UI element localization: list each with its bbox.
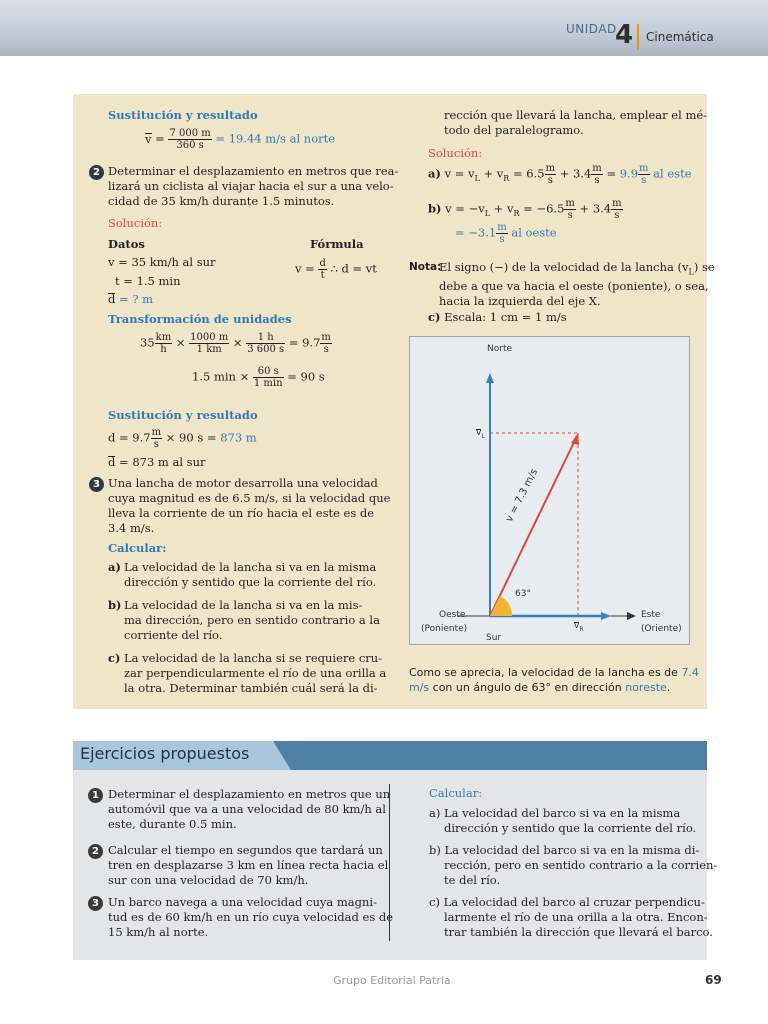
solution-b-result: = −3.1 $\frac{m}{s}$ al oeste	[455, 222, 557, 245]
exercise-number-2: 2	[89, 165, 104, 180]
label-vl: $v_L$	[476, 428, 485, 440]
datos-label: Datos	[108, 237, 145, 251]
unit-label: UNIDAD	[566, 22, 617, 36]
vr-arrowhead	[601, 612, 611, 620]
vector-diagram-svg	[410, 337, 691, 646]
resultant-vector	[490, 436, 577, 616]
proposed-ex2-text: Calcular el tiempo en segundos que tardará un tren en desplazarse 3 km en línea recta hacia el sur con una velocidad de 70 km/h.	[108, 843, 389, 887]
unit-number: 4	[615, 20, 634, 50]
proposed-calcular: Calcular:	[429, 786, 483, 800]
item-c-text: La velocidad de la lancha si se requiere cru- zar perpendicularmente el río de una orilla a la otra. Determinar también cuál será la di-	[124, 651, 387, 695]
formula-eq: v = $\frac{d}{t}$ ∴ d = vt	[295, 258, 377, 281]
solucion-label: Solución:	[108, 216, 163, 230]
solution-b-eq: b) $v = -v_L + v_R = -6.5$ $\frac{m}{s}$ + 3.4 $\frac{m}{s}$	[428, 198, 622, 221]
label-resultant: v = 7.3 m/s	[504, 467, 541, 524]
proposed-ex3-text: Un barco navega a una velocidad cuya magni- tud es de 60 km/h en un río cuya velocidad es de 15 km/h al norte.	[108, 895, 394, 939]
ex3-text: Una lancha de motor desarrolla una velocidad cuya magnitud es de 6.5 m/s, si la velocidad que lleva la corriente de un río hacia el este es de 3.4 m/s.	[108, 476, 391, 535]
resultant-arrowhead	[571, 433, 579, 445]
proposed-item-a: a) La velocidad del barco si va en la misma dirección y sentido que la corriente del río.	[429, 806, 697, 835]
solution-a-eq: a) $v = v_L + v_R = 6.5$ $\frac{m}{s}$ + 3.4 $\frac{m}{s}$ = 9.9 $\frac{m}{s}$ al este	[428, 163, 692, 186]
north-arrowhead	[486, 373, 494, 383]
transf-title: Transformación de unidades	[108, 312, 292, 326]
dato-velocidad: v = 35 km/h al sur	[108, 255, 216, 269]
label-angle: 63°	[515, 589, 531, 599]
label-vr: $v_R$	[574, 621, 584, 633]
chapter-title: Cinemática	[646, 30, 714, 44]
dato-tiempo: t = 1.5 min	[115, 274, 181, 288]
item-b-text: La velocidad de la lancha si va en la mis- ma dirección, pero en sentido contrario a la corriente del río.	[124, 598, 380, 642]
label-east: Este	[641, 610, 661, 620]
label-south: Sur	[486, 633, 502, 643]
proposed-number-2: 2	[88, 844, 103, 859]
nota-label: Nota:	[409, 261, 442, 273]
label-west: Oeste	[439, 610, 466, 620]
item-b-label: b)	[108, 598, 122, 612]
proposed-item-b: b) La velocidad del barco si va en la misma di- rección, pero en sentido contrario a la corrien- te del río.	[429, 843, 718, 887]
item-a-label: a)	[108, 560, 121, 574]
transf-eq1: 35 $\frac{km}{h}$ × $\frac{1000 m}{1 km}$ × $\frac{1 h}{3 600 s}$ = 9.7 $\frac{m}{s}$	[140, 332, 331, 355]
sust2-result: d = 873 m al sur	[108, 455, 206, 469]
vector-diagram	[409, 336, 690, 645]
nota-text: El signo (−) de la velocidad de la lancha $(v_L)$ se debe a que va hacia el oeste (poniente), o sea, hacia la izquierda del eje X.	[439, 260, 715, 309]
sust2-eq: d = 9.7 $\frac{m}{s}$ × 90 s = 873 m	[108, 427, 257, 450]
label-west-sub: (Poniente)	[421, 624, 468, 634]
proposed-ex1-text: Determinar el desplazamiento en metros que un automóvil que va a una velocidad de 80 km/h al este, durante 0.5 min.	[108, 787, 391, 831]
page-number: 69	[705, 973, 722, 987]
header-bar	[0, 0, 768, 56]
proposed-number-3: 3	[88, 896, 103, 911]
item-c-label: c)	[108, 651, 121, 665]
exercise-number-3: 3	[89, 477, 104, 492]
continuation-text: rección que llevará la lancha, emplear el mé- todo del paralelogramo.	[444, 108, 708, 137]
angle-arc	[490, 596, 512, 616]
scale-text: c) Escala: 1 cm = 1 m/s	[428, 310, 567, 324]
publisher-footer: Grupo Editorial Patria	[333, 974, 451, 987]
header-divider	[637, 24, 639, 50]
ex2-text: Determinar el desplazamiento en metros que rea- lizará un ciclista al viajar hacia el sur a una velo- cidad de 35 km/h durante 1.5 minutos.	[108, 164, 399, 208]
item-a-text: La velocidad de la lancha si va en la misma dirección y sentido que la corriente del río.	[124, 560, 377, 589]
label-north: Norte	[487, 344, 513, 354]
dato-distancia: d = ? m	[108, 292, 154, 306]
calcular-label: Calcular:	[108, 541, 167, 555]
sust2-title: Sustitución y resultado	[108, 408, 258, 422]
east-axis-arrowhead	[627, 612, 636, 620]
sust1-title: Sustitución y resultado	[108, 108, 258, 122]
transf-eq2: 1.5 min × $\frac{60 s}{1 \min}$ = 90 s	[192, 366, 325, 389]
label-east-sub: (Oriente)	[641, 624, 682, 634]
solucion-label-right: Solución:	[428, 146, 483, 160]
proposed-number-1: 1	[88, 788, 103, 803]
propuestos-title: Ejercicios propuestos	[80, 744, 250, 763]
formula-label: Fórmula	[310, 237, 364, 251]
proposed-item-c: c) La velocidad del barco al cruzar perpendicu- larmente el río de una orilla a la otra. Encon- trar también la dirección que llevará el barco.	[429, 895, 713, 939]
eq1: v = $\frac{7 000 m}{360 s}$ = 19.44 m/s al norte	[145, 128, 336, 151]
conclusion-text: Como se aprecia, la velocidad de la lancha es de 7.4 m/s con un ángulo de 63° en dirección noreste.	[409, 666, 699, 694]
